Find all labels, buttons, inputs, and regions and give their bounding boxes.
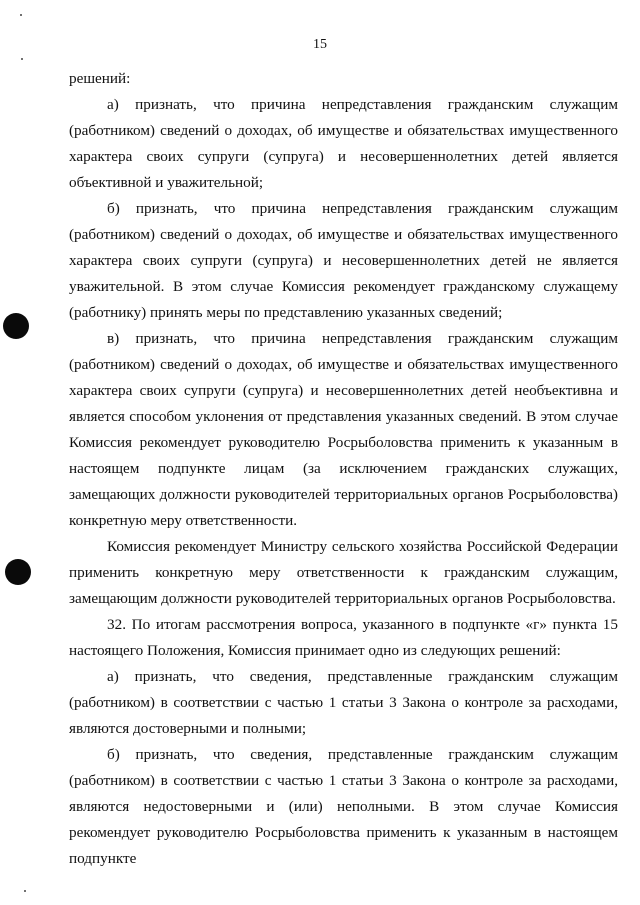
paragraph-ministry-recommendation: Комиссия рекомендует Министру сельского хозяйства Российской Федерации применить конкретную меру ответственности к гражданским служащим, замещающим должности руководителей территориальных органов Росрыболовства. — [69, 538, 618, 607]
paragraph-item-a: а) признать, что причина непредставления гражданским служащим (работником) сведений о доходах, об имуществе и обязательствах имущественного характера своих супруги (супруга) и несовершеннолетних детей является объективной и уважительной; — [69, 96, 618, 191]
paragraph-clause-32: 32. По итогам рассмотрения вопроса, указанного в подпункте «г» пункта 15 настоящего Положения, Комиссия принимает одно из следующих решений: — [69, 616, 618, 659]
page-number: 15 — [313, 37, 327, 52]
paragraph-clause-32-item-a: а) признать, что сведения, представленные гражданским служащим (работником) в соответствии с частью 1 статьи 3 Закона о контроле за расходами, являются достоверными и полными; — [69, 668, 618, 737]
scan-speck — [24, 890, 26, 892]
document-body — [69, 66, 618, 872]
paragraph-item-b: б) признать, что причина непредставления гражданским служащим (работником) сведений о доходах, об имуществе и обязательствах имущественного характера своих супруги (супруга) и несовершеннолетних детей не является уважительной. В этом случае Комиссия рекомендует гражданскому служащему (работнику) принять меры по представлению указанных сведений; — [69, 200, 618, 321]
paragraph-continuation: решений: — [69, 70, 131, 87]
paragraph-item-v: в) признать, что причина непредставления гражданским служащим (работником) сведений о доходах, об имуществе и обязательствах имущественного характера своих супруги (супруга) и несовершеннолетних детей необъективна и является способом уклонения от представления указанных сведений. В этом случае Комиссия рекомендует руководителю Росрыболовства применить к указанным в настоящем подпункте лицам (за исключением гражданских служащих, замещающих должности руководителей территориальных органов Росрыболовства) конкретную меру ответственности. — [69, 330, 618, 529]
paragraph-clause-32-item-b: б) признать, что сведения, представленные гражданским служащим (работником) в соответствии с частью 1 статьи 3 Закона о контроле за расходами, являются недостоверными и (или) неполными. В этом случае Комиссия рекомендует руководителю Росрыболовства применить к указанным в настоящем подпункте — [69, 746, 618, 867]
punch-hole — [3, 313, 29, 339]
punch-hole — [5, 559, 31, 585]
scan-speck — [20, 14, 22, 16]
scan-speck — [21, 58, 23, 60]
